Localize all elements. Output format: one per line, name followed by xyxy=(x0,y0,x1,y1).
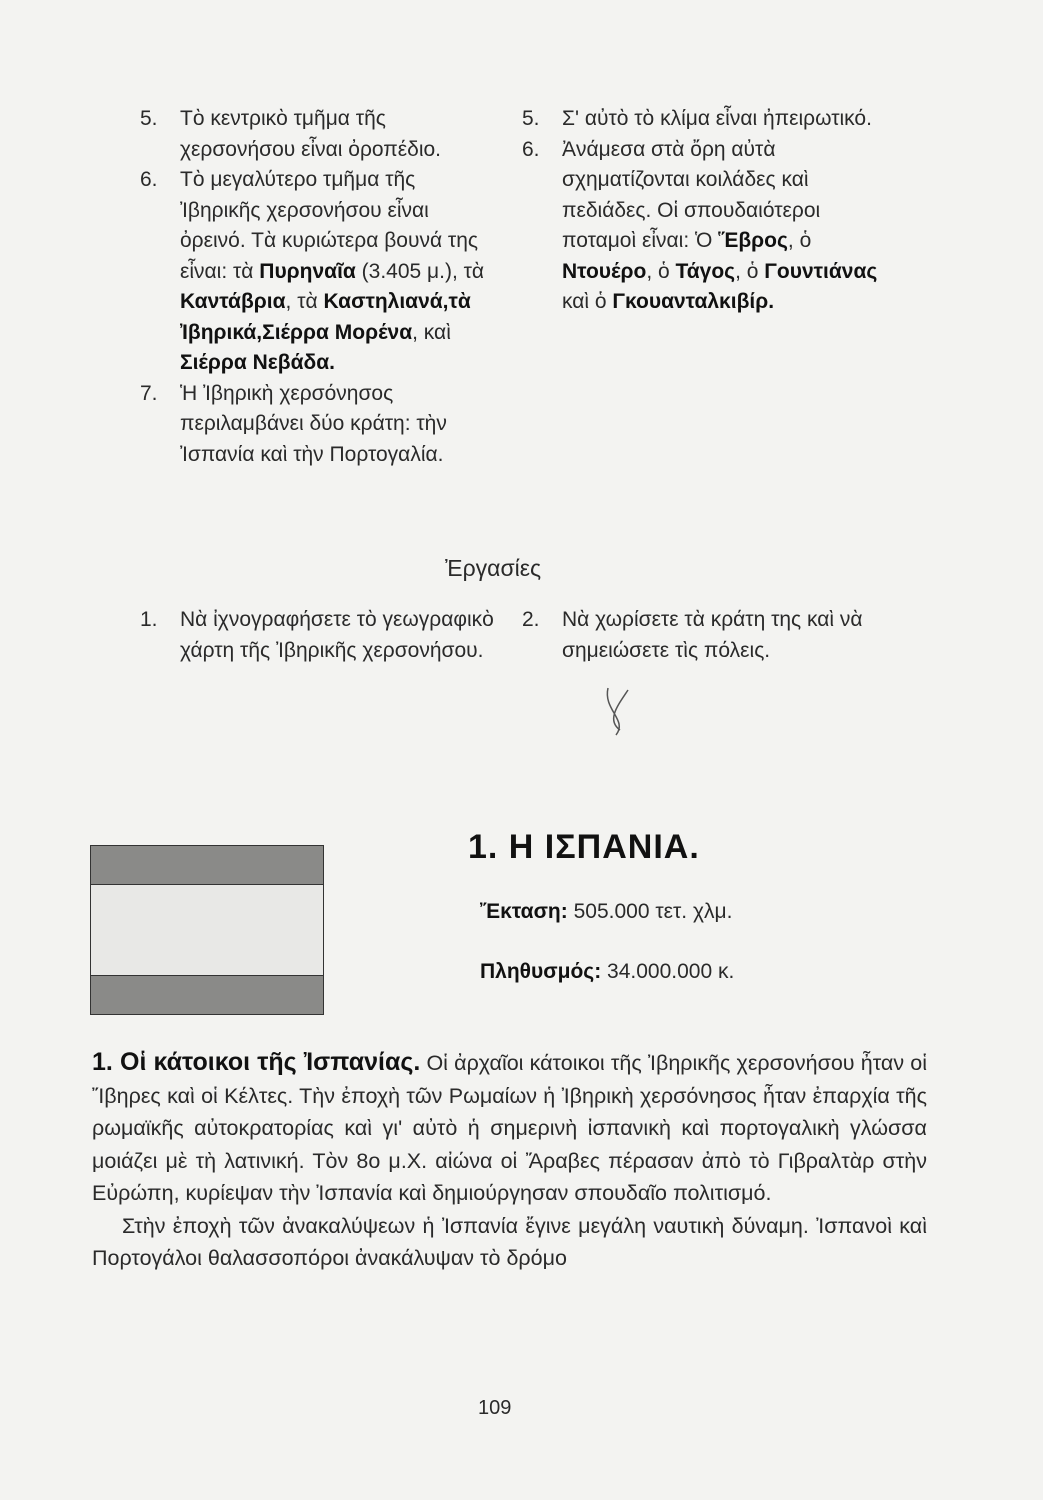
list-item xyxy=(140,379,495,471)
river-name: Τάγος xyxy=(675,259,736,283)
river-name: Ντουέρο xyxy=(562,259,647,283)
item-number: 1. xyxy=(140,608,158,631)
item-text: Ἡ Ἰβηρικὴ χερσόνησος περιλαμβάνει δύο κράτη: τὴν Ἰσπανία καὶ τὴν Πορτογαλία. xyxy=(180,381,447,466)
list-item xyxy=(140,104,495,165)
area-value: 505.000 τετ. χλμ. xyxy=(573,900,733,923)
river-name: Γουντιάνας xyxy=(764,259,878,283)
item-text: Νὰ ἰχνογραφήσετε τὸ γεωγραφικὸ χάρτη τῆς Ἰβηρικῆς χερσονήσου. xyxy=(180,608,494,662)
population-label: Πληθυσμός: xyxy=(480,960,602,983)
right-column xyxy=(522,104,882,318)
item-text: Σ' αὐτὸ τὸ κλίμα εἶναι ἠπειρωτικό. xyxy=(562,107,872,130)
section-body xyxy=(92,1046,927,1275)
flag-band-top xyxy=(91,846,323,885)
left-column xyxy=(140,104,495,470)
river-name: Γκουανταλκιβίρ. xyxy=(612,290,775,313)
item-text: Νὰ χωρίσετε τὰ κράτη της καὶ νὰ σημειώσετε τὶς πόλεις. xyxy=(562,608,863,662)
area-row xyxy=(480,900,734,924)
country-facts xyxy=(480,900,734,1020)
flag-band-bottom xyxy=(91,975,323,1014)
task-item xyxy=(140,605,500,666)
paragraph: 1. Οἱ κάτοικοι τῆς Ἰσπανίας. Οἱ ἀρχαῖοι κάτοικοι τῆς Ἰβηρικῆς χερσονήσου ἦταν οἱ Ἴβηρες καὶ οἱ Κέλτες. Τὴν ἐποχὴ τῶν Ρωμαίων ἡ Ἰβηρικὴ χερσόνησος ἦταν ἐπαρχία τῆς ρωμαϊκῆς αὐτοκρατορίας καὶ γι' αὐτὸ ἡ σημερινὴ ἰσπανικὴ καὶ πορτογαλικὴ γλώσσα μοιάζει μὲ τὴ λατινική. Τὸν 8ο μ.Χ. αἰώνα οἱ Ἄραβες πέρασαν ἀπὸ τὸ Γιβραλτὰρ στὴν Εὐρώπη, κυρίεψαν τὴν Ἰσπανία καὶ δημιούργησαν σπουδαῖο πολιτισμό. xyxy=(92,1048,927,1205)
list-item xyxy=(522,104,882,135)
item-number: 6. xyxy=(140,168,158,191)
population-row xyxy=(480,960,734,984)
page-number: 109 xyxy=(478,1397,512,1419)
list-item xyxy=(140,165,495,379)
section-heading: 1. Οἱ κάτοικοι τῆς Ἰσπανίας. xyxy=(92,1048,421,1076)
item-text: Τὸ μεγαλύτερο τμῆμα τῆς Ἰβηρικῆς χερσονήσου εἶναι ὀρεινό. Τὰ κυριώτερα βουνά της εἶναι: τὰ Πυρηναῖα (3.405 μ.), τὰ Καντάβρια, τὰ Καστηλιανά,τὰ Ἰβηρικά,Σιέρρα Μορένα, καὶ Σιέρρα Νεβάδα. xyxy=(180,168,485,374)
river-name: Ἕβρος xyxy=(718,229,788,252)
area-label: Ἔκταση: xyxy=(480,900,568,923)
item-number: 7. xyxy=(140,381,158,405)
flag-of-spain-icon xyxy=(90,845,324,1015)
mountain-name: Καντάβρια xyxy=(180,290,286,313)
tasks-heading: Ἐργασίες xyxy=(445,555,542,581)
handwritten-mark-icon xyxy=(598,680,638,740)
mountain-name: Καστηλιανά,τὰ Ἰβηρικά,Σιέρρα Μορένα xyxy=(180,290,471,344)
country-title: 1. Η ΙΣΠΑΝΙΑ. xyxy=(468,828,700,866)
item-text: Τὸ κεντρικὸ τμῆμα τῆς χερσονήσου εἶναι ὀροπέδιο. xyxy=(180,107,442,161)
paragraph: Στὴν ἐποχὴ τῶν ἀνακαλύψεων ἡ Ἰσπανία ἔγινε μεγάλη ναυτικὴ δύναμη. Ἰσπανοὶ καὶ Πορτογάλοι θαλασσοπόροι ἀνακάλυψαν τὸ δρόμο xyxy=(92,1213,927,1270)
item-number: 5. xyxy=(522,107,540,130)
item-number: 5. xyxy=(140,107,158,130)
item-text: Ἀνάμεσα στὰ ὄρη αὐτὰ σχηματίζονται κοιλάδες καὶ πεδιάδες. Οἱ σπουδαιότεροι ποταμοὶ εἶναι: Ὁ Ἕβρος, ὁ Ντουέρο, ὁ Τάγος, ὁ Γουντιάνας καὶ ὁ Γκουανταλκιβίρ. xyxy=(562,137,878,313)
list-item xyxy=(522,135,882,318)
mountain-name: Σιέρρα Νεβάδα. xyxy=(180,351,335,374)
population-value: 34.000.000 κ. xyxy=(607,960,735,983)
item-number: 2. xyxy=(522,608,540,631)
task-item xyxy=(522,605,872,666)
item-number: 6. xyxy=(522,137,540,161)
mountain-name: Πυρηναῖα xyxy=(259,259,356,283)
